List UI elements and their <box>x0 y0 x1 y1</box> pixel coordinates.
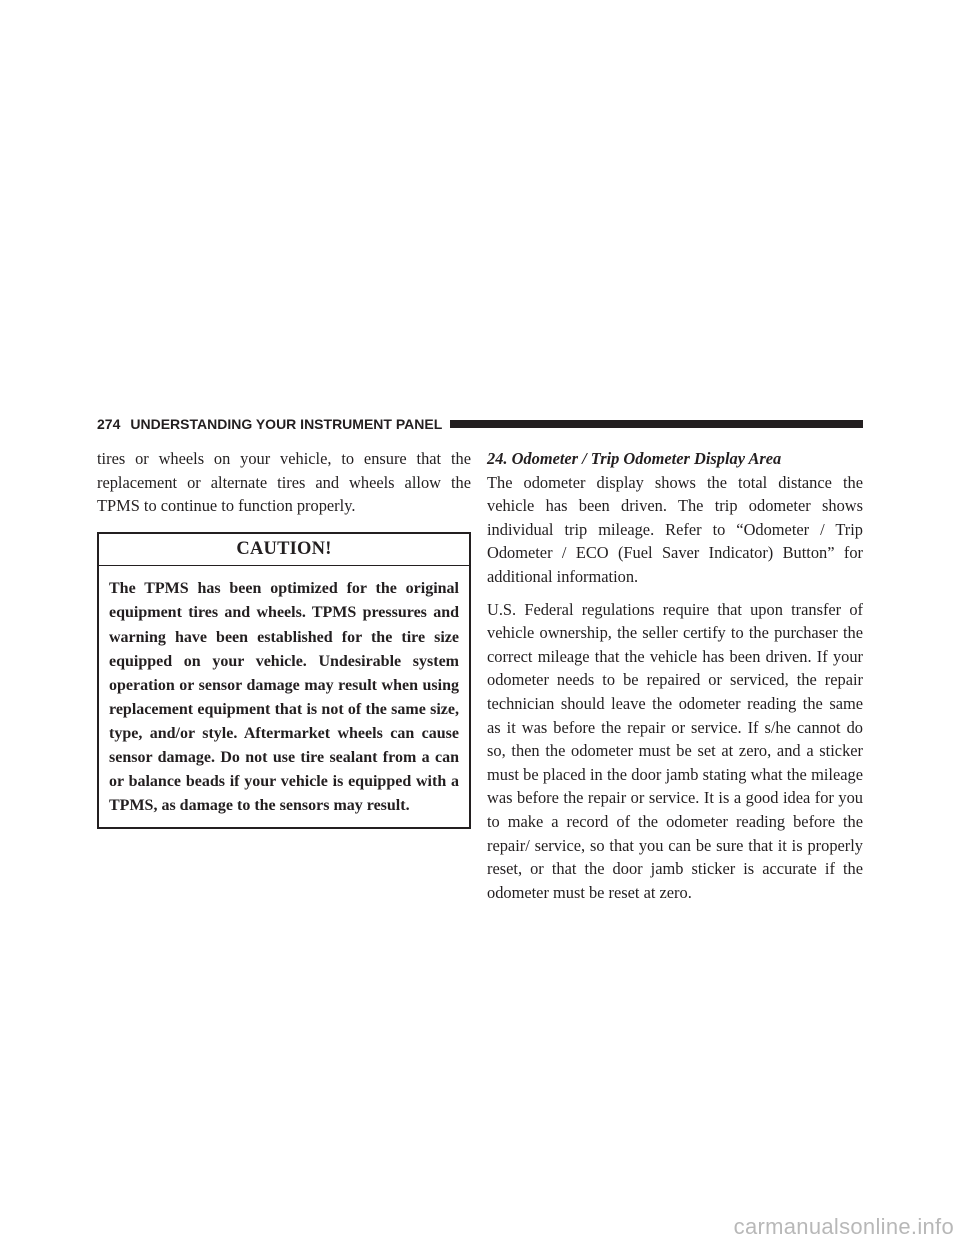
caution-box <box>97 532 471 830</box>
page-header <box>97 414 863 434</box>
left-column <box>97 447 471 829</box>
caution-title: CAUTION! <box>99 534 469 567</box>
odometer-subheading: 24. Odometer / Trip Odometer Display Area <box>487 449 782 468</box>
intro-paragraph: tires or wheels on your vehicle, to ensure that the replacement or alternate tires and wheels allow the TPMS to continue to function properly. <box>97 449 471 516</box>
section-title: UNDERSTANDING YOUR INSTRUMENT PANEL <box>130 416 443 432</box>
header-rule <box>450 420 863 428</box>
right-column <box>487 447 863 904</box>
odometer-paragraph: The odometer display shows the total distance the vehicle has been driven. The trip odometer shows individual trip mileage. Refer to “Odometer / Trip Odometer / ECO (Fuel Saver Indicator) Button” for additional information. <box>487 472 863 586</box>
page-number: 274 <box>97 416 121 432</box>
caution-body: The TPMS has been optimized for the original equipment tires and wheels. TPMS pressures and warning have been established for the tire size equipped on your vehicle. Undesirable system operation or sensor damage may result when using replacement equipment that is not of the same size, type, and/or style. Aftermarket wheels can cause sensor damage. Do not use tire sealant from a can or balance beads if your vehicle is equipped with a TPMS, as damage to the sensors may result. <box>109 580 459 815</box>
regulations-paragraph: U.S. Federal regulations require that upon transfer of vehicle ownership, the seller certify to the purchaser the correct mileage that the vehicle has been driven. If your odometer needs to be repaired or serviced, the repair technician should leave the odometer reading the same as it was before the repair or service. If s/he cannot do so, then the odometer must be set at zero, and a sticker must be placed in the door jamb stating what the mileage was before the repair or service. It is a good idea for you to make a record of the odometer reading before the repair/ service, so that you can be sure that it is properly reset, or that the door jamb sticker is accurate if the odometer must be reset at zero. <box>487 599 863 902</box>
watermark: carmanualsonline.info <box>733 1214 954 1239</box>
